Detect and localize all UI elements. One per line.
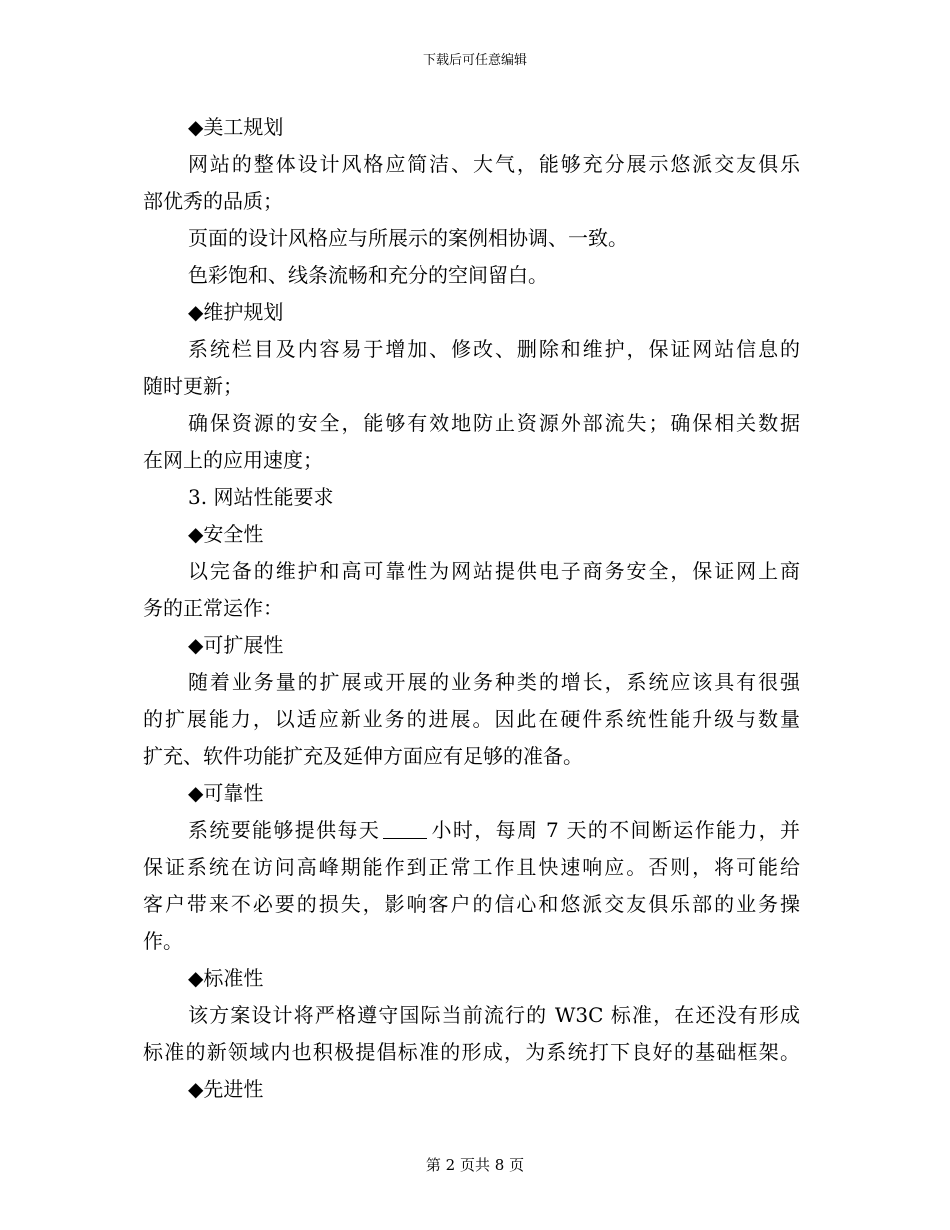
text-line bbox=[143, 590, 800, 627]
text-line-content: 系统要能够提供每天 bbox=[188, 818, 381, 842]
text-line-content: 标准的新领域内也积极提倡标准的形成，为系统打下良好的基础框架。 bbox=[143, 1040, 800, 1064]
text-line bbox=[143, 257, 800, 294]
text-line bbox=[143, 479, 800, 516]
text-line-content: ◆安全性 bbox=[188, 522, 264, 546]
text-line bbox=[143, 849, 800, 886]
fill-in-blank bbox=[383, 837, 427, 839]
text-line-content: 随时更新； bbox=[143, 374, 243, 398]
text-line bbox=[143, 1034, 800, 1071]
text-line bbox=[143, 664, 800, 701]
text-line-content: 3. 网站性能要求 bbox=[188, 485, 334, 509]
text-line-content: 部优秀的品质； bbox=[143, 189, 283, 213]
text-line bbox=[143, 923, 800, 960]
text-line-content: 小时，每周 7 天的不间断运作能力，并 bbox=[430, 818, 800, 842]
text-line-content: 该方案设计将严格遵守国际当前流行的 W3C 标准，在还没有形成 bbox=[188, 1003, 800, 1027]
text-line bbox=[143, 738, 800, 775]
text-line bbox=[143, 1071, 800, 1108]
text-line-content: 的扩展能力，以适应新业务的进展。因此在硬件系统性能升级与数量 bbox=[143, 707, 800, 731]
text-line-content: ◆可靠性 bbox=[188, 781, 264, 805]
document-body bbox=[143, 109, 800, 1108]
text-line bbox=[143, 109, 800, 146]
text-line bbox=[143, 368, 800, 405]
text-line-content: ◆维护规划 bbox=[188, 300, 284, 324]
text-line-content: 网站的整体设计风格应简洁、大气，能够充分展示悠派交友俱乐 bbox=[188, 152, 800, 176]
text-line-content: 系统栏目及内容易于增加、修改、删除和维护，保证网站信息的 bbox=[188, 337, 800, 361]
text-line-content: 务的正常运作： bbox=[143, 596, 283, 620]
text-line bbox=[143, 775, 800, 812]
text-line bbox=[143, 960, 800, 997]
text-line bbox=[143, 886, 800, 923]
text-line-content: 保证系统在访问高峰期能作到正常工作且快速响应。否则，将可能给 bbox=[143, 855, 800, 879]
text-line-content: ◆标准性 bbox=[188, 966, 264, 990]
text-line bbox=[143, 997, 800, 1034]
text-line-content: 在网上的应用速度； bbox=[143, 448, 323, 472]
text-line-content: 确保资源的安全，能够有效地防止资源外部流失；确保相关数据 bbox=[188, 411, 800, 435]
text-line bbox=[143, 553, 800, 590]
text-line bbox=[143, 331, 800, 368]
text-line bbox=[143, 627, 800, 664]
text-line bbox=[143, 294, 800, 331]
text-line bbox=[143, 146, 800, 183]
text-line-content: 扩充、软件功能扩充及延伸方面应有足够的准备。 bbox=[143, 744, 583, 768]
text-line bbox=[143, 812, 800, 849]
text-line-content: 作。 bbox=[143, 929, 183, 953]
text-line bbox=[143, 442, 800, 479]
text-line bbox=[143, 701, 800, 738]
text-line bbox=[143, 220, 800, 257]
page-header: 下载后可任意编辑 bbox=[422, 53, 527, 68]
text-line bbox=[143, 516, 800, 553]
text-line-content: 客户带来不必要的损失，影响客户的信心和悠派交友俱乐部的业务操 bbox=[143, 892, 800, 916]
text-line-content: ◆可扩展性 bbox=[188, 633, 284, 657]
text-line-content: 色彩饱和、线条流畅和充分的空间留白。 bbox=[188, 263, 548, 287]
text-line-content: 页面的设计风格应与所展示的案例相协调、一致。 bbox=[188, 226, 628, 250]
text-line-content: ◆美工规划 bbox=[188, 115, 284, 139]
text-line-content: 以完备的维护和高可靠性为网站提供电子商务安全，保证网上商 bbox=[188, 559, 800, 583]
page-footer: 第 2 页共 8 页 bbox=[425, 1156, 525, 1174]
text-line bbox=[143, 183, 800, 220]
text-line-content: 随着业务量的扩展或开展的业务种类的增长，系统应该具有很强 bbox=[188, 670, 800, 694]
text-line-content: ◆先进性 bbox=[188, 1077, 264, 1101]
text-line bbox=[143, 405, 800, 442]
